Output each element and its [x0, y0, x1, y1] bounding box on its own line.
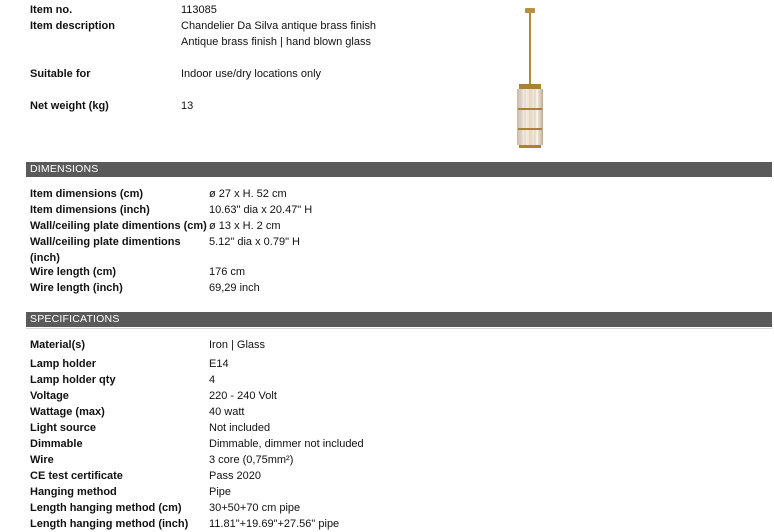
row-label-continuation: (inch)	[30, 252, 60, 264]
row-label: Lamp holder	[30, 358, 97, 370]
table-row	[30, 356, 750, 372]
item-no-row	[30, 2, 750, 18]
table-row	[30, 186, 750, 202]
item-description-row-2	[30, 34, 750, 50]
table-row	[30, 202, 750, 218]
table-row	[30, 420, 750, 436]
row-value: Pipe	[209, 486, 232, 498]
row-label: Length hanging method (inch)	[30, 518, 189, 530]
table-row	[30, 372, 750, 388]
row-label: Length hanging method (cm)	[30, 502, 182, 514]
suitable-for-row	[30, 66, 750, 82]
suitable-for-label: Suitable for	[30, 68, 91, 80]
row-value: 30+50+70 cm pipe	[209, 502, 301, 514]
item-no-label: Item no.	[30, 4, 73, 16]
row-value: ø 27 x H. 52 cm	[209, 188, 287, 200]
specifications-header: SPECIFICATIONS	[26, 312, 772, 327]
row-label: Light source	[30, 422, 97, 434]
row-label: Wire length (inch)	[30, 282, 123, 294]
row-label: Lamp holder qty	[30, 374, 116, 386]
table-row	[30, 404, 750, 420]
row-value: E14	[209, 358, 229, 370]
table-row	[30, 280, 750, 296]
table-row	[30, 452, 750, 468]
row-label: Dimmable	[30, 438, 83, 450]
dimensions-header: DIMENSIONS	[26, 162, 772, 177]
row-value: 40 watt	[209, 406, 245, 418]
row-value: 69,29 inch	[209, 282, 260, 294]
row-label: CE test certificate	[30, 470, 123, 482]
row-label: Material(s)	[30, 339, 86, 351]
suitable-for-value: Indoor use/dry locations only	[181, 68, 322, 80]
row-label: Wall/ceiling plate dimentions (cm)	[30, 220, 207, 232]
table-row	[30, 388, 750, 404]
item-description-line1: Chandelier Da Silva antique brass finish	[181, 20, 377, 32]
row-label: Item dimensions (cm)	[30, 188, 144, 200]
net-weight-value: 13	[181, 100, 194, 112]
row-label: Item dimensions (inch)	[30, 204, 150, 216]
row-value: Pass 2020	[209, 470, 261, 482]
table-row	[30, 484, 750, 500]
row-value: 11.81"+19.69"+27.56" pipe	[209, 518, 340, 530]
row-value: 176 cm	[209, 266, 246, 278]
table-row	[30, 218, 750, 234]
section-divider	[26, 328, 772, 329]
row-label: Voltage	[30, 390, 69, 402]
table-row	[30, 337, 750, 353]
item-description-label: Item description	[30, 20, 115, 32]
product-image	[508, 0, 552, 150]
table-row	[30, 264, 750, 280]
row-value: Iron | Glass	[209, 339, 266, 351]
net-weight-row	[30, 98, 750, 114]
table-row	[30, 468, 750, 484]
item-description-line2: Antique brass finish | hand blown glass	[181, 36, 371, 48]
row-value: 10.63" dia x 20.47" H	[209, 204, 313, 216]
row-label: Wall/ceiling plate dimentions	[30, 236, 181, 248]
row-value: 3 core (0,75mm²)	[209, 454, 294, 466]
row-label: Wattage (max)	[30, 406, 105, 418]
table-row	[30, 516, 750, 532]
table-row	[30, 234, 750, 266]
row-value: 4	[209, 374, 216, 386]
row-value: ø 13 x H. 2 cm	[209, 220, 281, 232]
item-no-value: 113085	[181, 4, 217, 16]
item-description-row	[30, 18, 750, 34]
row-value: Dimmable, dimmer not included	[209, 438, 364, 450]
row-value: 5.12" dia x 0.79" H	[209, 236, 300, 248]
row-label: Wire length (cm)	[30, 266, 117, 278]
row-value: 220 - 240 Volt	[209, 390, 277, 402]
table-row	[30, 500, 750, 516]
row-value: Not included	[209, 422, 271, 434]
row-label: Wire	[30, 454, 54, 466]
row-label: Hanging method	[30, 486, 117, 498]
net-weight-label: Net weight (kg)	[30, 100, 109, 112]
table-row	[30, 436, 750, 452]
